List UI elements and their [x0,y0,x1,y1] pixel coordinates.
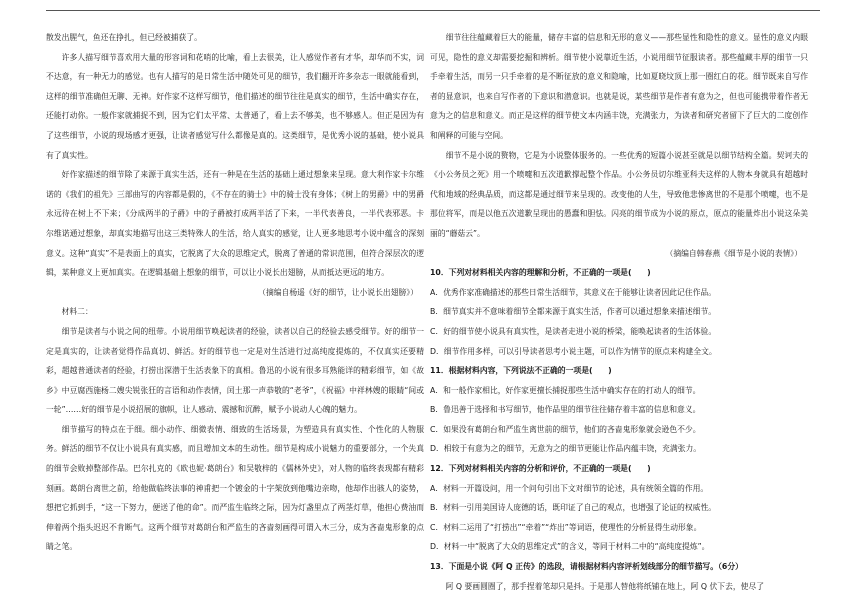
option: D．相较于有意为之的细节，无意为之的细节更能让作品内蕴丰饶，充满张力。 [430,444,702,454]
paragraph: 细节是读者与小说之间的纽带。小说用细节唤起读者的经验，读者以自己的经验去感受细节。好的细节一定是真实的，让读者觉得作品真切、鲜活。好的细节也一定是对生活进行过高纯度提炼的，不仅真实还要精彩，超越普通读者的经验，打捞出深潜于生活表象下的真相。鲁迅的小说有很多耳熟能详的精彩细节，如《故乡》中豆腐西施杨二嫂尖锐张狂的言语和动作表情，闰土那一声恭敬的“老爷”，《祝福》中祥林嫂的眼睛“间或一轮”……好的细节是小说招展的旗帜，让人感动、震撼和沉醉，赋予小说动人心魄的魅力。 [46,326,424,415]
question-13: 13．下面是小说《阿 Q 正传》的选段，请根据材料内容评析划线部分的细节描写。（6分） [430,562,743,572]
left-column [46,28,424,557]
question-12: 12．下列对材料相关内容的分析和评价，不正确的一项是( ) [430,464,651,474]
material-heading: 材料二： [61,307,93,317]
source-citation: （摘编自杨遥《好的细节，让小说长出翅膀》） [258,287,418,297]
option: B．材料一引用美国诗人庞德的话，既印证了自己的观点，也增强了论证的权威性。 [430,503,717,513]
paragraph: 细节不是小说的赘物，它是为小说整体服务的。一些优秀的短篇小说甚至就是以细节结构全篇。契诃夫的《小公务员之死》用一个喷嚏和五次道歉撑起整个作品。小公务员切尔维亚科夫这样的人物本身就具有超越时代和地域的经典品质，而这都是通过细节来呈现的。改变他的人生，导致他悲惨离世的不是那个喷嚏，也不是那位将军，而是以他五次道歉呈现出的愚蠢和胆怯。闪亮的细节成为小说的原点，原点的能量炸出小说这朵美丽的“蘑菇云”。 [430,150,808,238]
paragraph: 细节往往蕴藏着巨大的能量，储存丰富的信息和无形的意义——那些显性和隐性的意义。显性的意义内眼可见，隐性的意义却需要挖掘和辨析。细节使小说靠近生活，小说用细节征服读者。那些蕴藏丰厚的细节一只手牵着生活，而另一只手牵着的是不断征放的意义和隐喻，比如夏晓坟顶上那一圈红白的花。细节既来自写作者的显意识，也来自写作者的下意识和潜意识。也就是说，某些细节是作者有意为之，但也可能携带着作者无意为之的信息和意义。而正是这样的细节使文本内涵丰饶，充满张力，为读者和研究者留下了巨大的二度创作和阐释的可能与空间。 [430,33,808,140]
paragraph: 散发出腥气，鱼还在挣扎，但已经被捕获了。 [46,33,202,42]
option: B．细节真实并不意味着细节全都来源于真实生活，作者可以通过想象来描述细节。 [430,307,717,317]
option: A．材料一开篇设问，用一个问句引出下文对细节的论述，具有统领全篇的作用。 [430,483,709,493]
paragraph: 阿 Q 要画圆圈了，那手捏着笔却只是抖。于是那人替他将纸铺在地上，阿 Q 伏下去，使尽了 [445,581,765,591]
option: A．优秀作家准确描述的那些日常生活细节，其意义在于能够让读者因此记住作品。 [430,287,717,297]
top-rule [46,10,820,11]
option: D．细节作用多样，可以引导读者思考小说主题，可以作为情节的原点来构建全文。 [430,346,717,356]
option: C．材料二运用了“打捞出”“牵着”“炸出”等词语，使理性的分析显得生动形象。 [430,522,702,532]
option: B．鲁迅善于选择和书写细节，他作品里的细节往往储存着丰富的信息和意义。 [430,405,701,415]
option: D．材料一中“脱离了大众的思维定式”的含义，等同于材料二中的“高纯度提炼”。 [430,542,710,552]
option: C．如果没有葛朗台和严监生离世前的细节，他们的吝啬鬼形象就会逊色不少。 [430,424,701,434]
paragraph: 细节描写的特点在于细。细小动作、细微表情、细致的生活场景，为塑造具有真实性、个性化的人物服务。鲜活的细节不仅让小说具有真实感，而且增加文本的生动性。细节是构成小说魅力的重要部分，一个失真的细节会败掉整部作品。巴尔扎克的《欧也妮·葛朗台》和吴敬梓的《儒林外史》，对人物的临终表现都有精彩刻画。葛朗台离世之前，给他做临终法事的神甫把一个镀金的十字架放到他嘴边亲吻，他却作出骇人的姿势，想把它抓到手，“这一下努力，便送了他的命”。而严监生临终之际，因为灯盏里点了两茎灯草，他担心费油而伸着两个指头迟迟不肯断气。这两个细节对葛朗台和严监生的吝啬刻画得可谓入木三分，成为吝啬鬼形象的点睛之笔。 [46,424,424,552]
option: A．和一般作家相比，好作家更擅长捕捉那些生活中确实存在的打动人的细节。 [430,385,701,395]
paragraph: 许多人描写细节喜欢用大量的形容词和花哨的比喻，看上去很美，让人感觉作者有才华，却华而不实，词不达意，有一种无力的感觉。也有人描写的是日常生活中随处可见的细节，我们翻开许多杂志一眼就能看到，这样的细节准确但无聊、无神。好作家不这样写细节，他们描述的细节往往是真实的细节，生活中确实存在，还能打动你。一般作家就捕捉不到，因为它们太平常、太普通了，看上去不够美，也不够感人。但正是因为有了这些细节，小说的现场感才更强，让读者感觉写什么都像是真的。这类细节，是优秀小说的基础，使小说具有了真实性。 [46,52,424,160]
paragraph: 好作家描述的细节除了来源于真实生活，还有一种是在生活的基础上通过想象来呈现。意大利作家卡尔维诺的《我们的祖先》三部曲写的内容都是假的，《不存在的骑士》中的骑士没有身体；《树上的男爵》中的男爵永远待在树上不下来；《分成两半的子爵》中的子爵被打成两半活了下来，一半代表善良，一半代表邪恶。卡尔维诺通过想象，却真实地描写出这三类特殊人的生活，给人真实的感觉，让人更多地思考小说中蕴含的深刻意义。这种“真实”不是表面上的真实，它脱离了大众的思维定式，脱离了普通的常识范围，但符合深层次的逻辑，某种意义上更加真实。在逻辑基础上想象的细节，可以让小说长出翅膀，从而抵达更远的地方。 [46,170,424,278]
option: C．好的细节使小说具有真实性，是读者走进小说的桥梁，能唤起读者的生活体验。 [430,326,717,336]
question-11: 11．根据材料内容，下列说法不正确的一项是( ) [430,366,612,376]
question-10: 10．下列对材料相关内容的理解和分析，不正确的一项是( ) [430,268,651,278]
source-citation: （摘编自韩春燕《细节是小说的表情》） [665,248,802,258]
right-column [430,28,808,596]
